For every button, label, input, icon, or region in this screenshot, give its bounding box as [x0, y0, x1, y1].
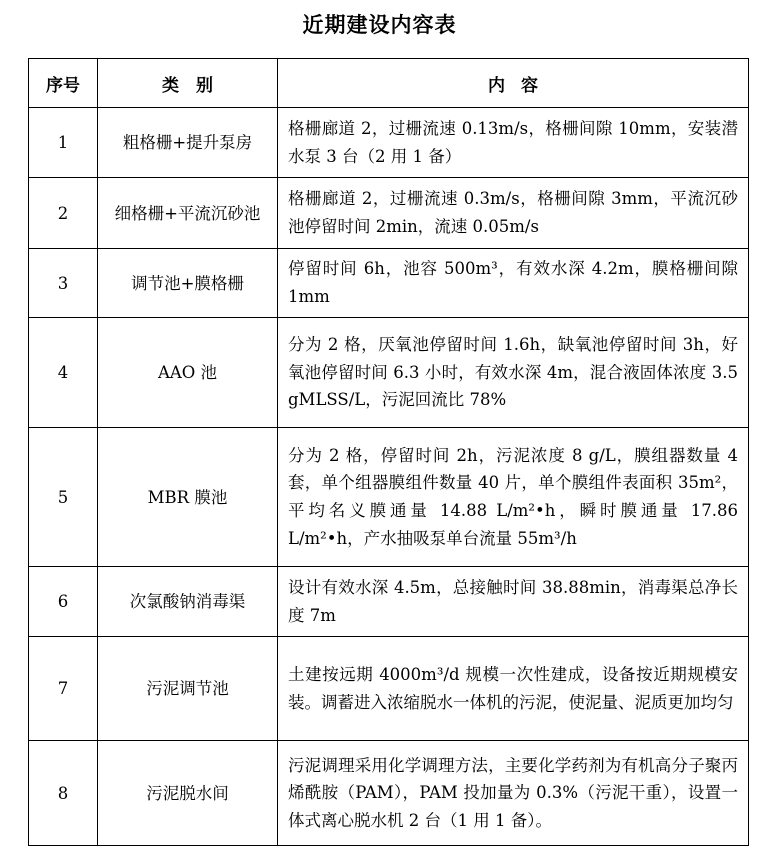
- table-row: [29, 318, 749, 428]
- row-category: MBR 膜池: [98, 428, 278, 567]
- row-category: AAO 池: [98, 318, 278, 428]
- construction-content-table: [28, 58, 749, 846]
- row-seq: 6: [29, 567, 98, 637]
- row-category: 污泥脱水间: [98, 741, 278, 846]
- row-seq: 1: [29, 108, 98, 178]
- row-category: 调节池+膜格栅: [98, 249, 278, 318]
- table-row: [29, 428, 749, 567]
- row-category: 细格栅+平流沉砂池: [98, 178, 278, 249]
- table-row: [29, 741, 749, 846]
- row-content: 格栅廊道 2，过栅流速 0.3m/s，格栅间隙 3mm，平流沉砂池停留时间 2min，流速 0.05m/s: [278, 178, 749, 249]
- row-category: 次氯酸钠消毒渠: [98, 567, 278, 637]
- row-seq: 3: [29, 249, 98, 318]
- row-content: 污泥调理采用化学调理方法，主要化学药剂为有机高分子聚丙烯酰胺（PAM），PAM 投加量为 0.3%（污泥干重），设置一体式离心脱水机 2 台（1 用 1 备）。: [278, 741, 749, 846]
- table-row: [29, 567, 749, 637]
- row-content: 停留时间 6h，池容 500m³，有效水深 4.2m，膜格栅间隙 1mm: [278, 249, 749, 318]
- row-category: 污泥调节池: [98, 637, 278, 741]
- table-row: [29, 637, 749, 741]
- row-seq: 7: [29, 637, 98, 741]
- table-row: [29, 108, 749, 178]
- row-category: 粗格栅+提升泵房: [98, 108, 278, 178]
- table-row: [29, 249, 749, 318]
- row-content: 设计有效水深 4.5m，总接触时间 38.88min，消毒渠总净长度 7m: [278, 567, 749, 637]
- row-seq: 2: [29, 178, 98, 249]
- row-content: 土建按远期 4000m³/d 规模一次性建成，设备按近期规模安装。调蓄进入浓缩脱水一体机的污泥，使泥量、泥质更加均匀: [278, 637, 749, 741]
- table-header-row: [29, 59, 749, 108]
- table-title: 近期建设内容表: [302, 12, 457, 37]
- row-content: 格栅廊道 2，过栅流速 0.13m/s，格栅间隙 10mm，安装潜水泵 3 台（2 用 1 备）: [278, 108, 749, 178]
- row-content: 分为 2 格，停留时间 2h，污泥浓度 8 g/L，膜组器数量 4 套，单个组器膜组件数量 40 片，单个膜组件表面积 35m²，平均名义膜通量 14.88 L/m²•h，瞬时膜通量 17.86 L/m²•h，产水抽吸泵单台流量 55m³/h: [278, 428, 749, 567]
- row-seq: 5: [29, 428, 98, 567]
- table-row: [29, 178, 749, 249]
- header-seq: 序号: [29, 59, 98, 108]
- row-seq: 8: [29, 741, 98, 846]
- header-content: 内容: [278, 59, 749, 108]
- row-content: 分为 2 格，厌氧池停留时间 1.6h，缺氧池停留时间 3h，好氧池停留时间 6.3 小时，有效水深 4m，混合液固体浓度 3.5 gMLSS/L，污泥回流比 78%: [278, 318, 749, 428]
- header-category: 类 别: [98, 59, 278, 108]
- row-seq: 4: [29, 318, 98, 428]
